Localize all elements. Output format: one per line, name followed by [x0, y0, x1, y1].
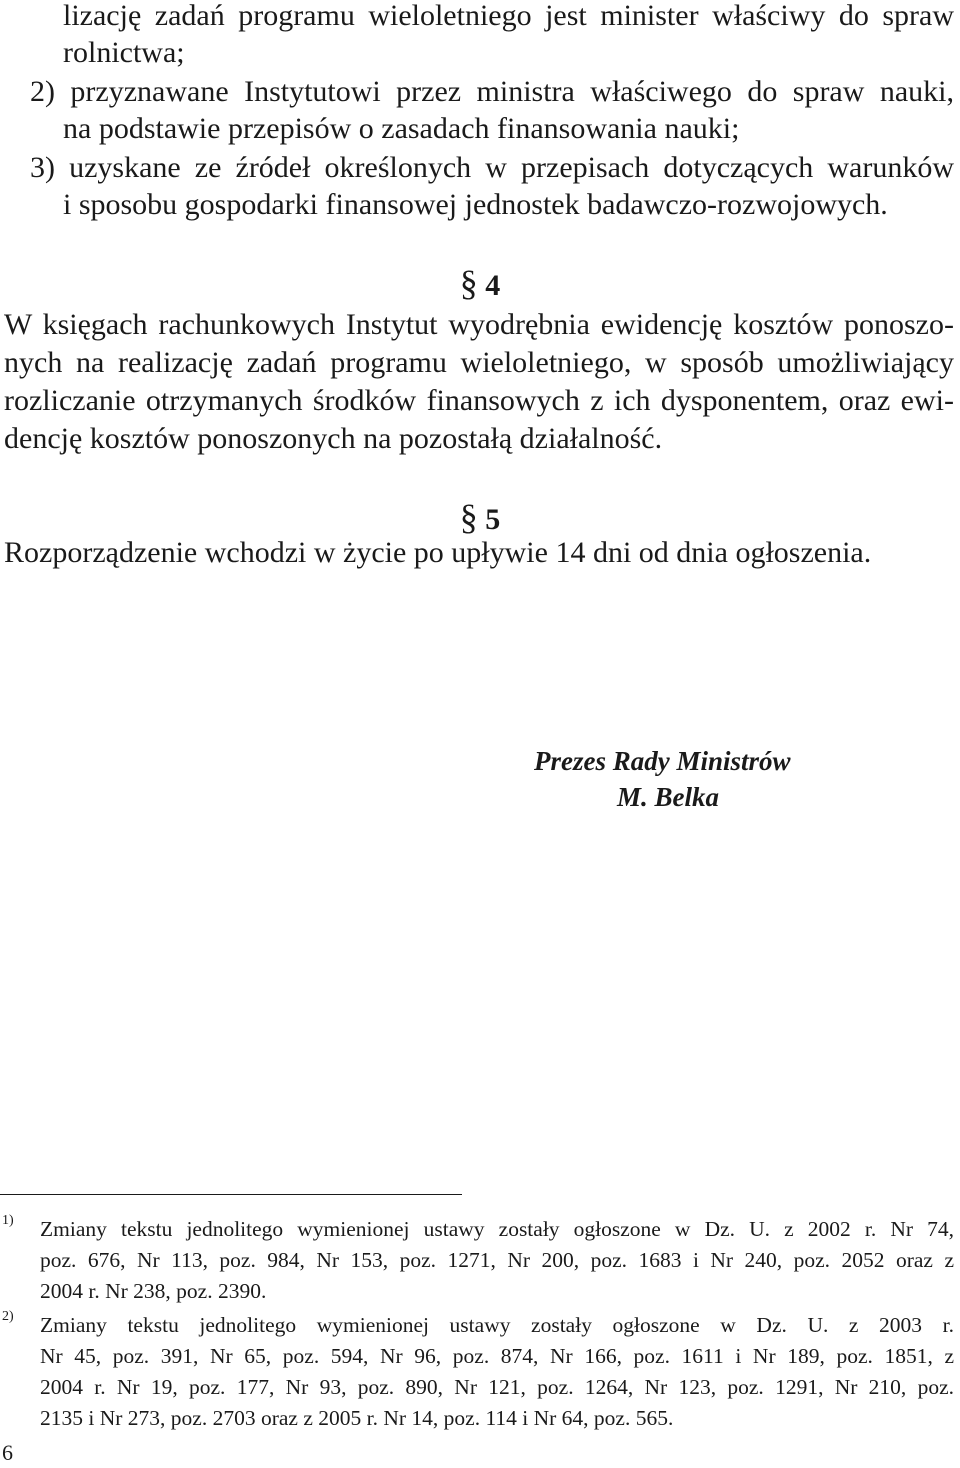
- footnote-marker: 2): [2, 1309, 14, 1324]
- footnote-line: Zmiany tekstu jednolitego wymienionej ustawy zostały ogłoszone w Dz. U. z 2003 r.: [40, 1313, 954, 1337]
- section-4-heading: [0, 262, 960, 304]
- section-number: 4: [485, 269, 501, 302]
- list-item-2: 2) przyznawane Instytutowi przez ministra właściwego do spraw nauki,: [30, 75, 954, 108]
- footnote-line: Zmiany tekstu jednolitego wymienionej ustawy zostały ogłoszone w Dz. U. z 2002 r. Nr 74,: [40, 1217, 954, 1241]
- section-number: 5: [485, 503, 501, 536]
- section-symbol: §: [459, 263, 478, 303]
- paragraph-line: nych na realizację zadań programu wieloletniego, w sposób umożliwiający: [4, 346, 954, 379]
- paragraph-line: Rozporządzenie wchodzi w życie po upływie 14 dni od dnia ogłoszenia.: [4, 536, 872, 569]
- paragraph-line: W księgach rachunkowych Instytut wyodrębnia ewidencję kosztów ponoszo-: [4, 308, 954, 341]
- text-line: rolnictwa;: [63, 36, 185, 69]
- list-item-3: 3) uzyskane ze źródeł określonych w przepisach dotyczących warunków: [30, 151, 954, 184]
- footnote-line: poz. 676, Nr 113, poz. 984, Nr 153, poz. 1271, Nr 200, poz. 1683 i Nr 240, poz. 2052 oraz z: [40, 1248, 954, 1272]
- footnote-line: 2004 r. Nr 238, poz. 2390.: [40, 1279, 267, 1303]
- section-5-heading: [0, 496, 960, 538]
- paragraph-line: dencję kosztów ponoszonych na pozostałą działalność.: [4, 422, 663, 455]
- footnote-line: 2135 i Nr 273, poz. 2703 oraz z 2005 r. Nr 14, poz. 114 i Nr 64, poz. 565.: [40, 1406, 674, 1430]
- footnote-line: 2004 r. Nr 19, poz. 177, Nr 93, poz. 890, Nr 121, poz. 1264, Nr 123, poz. 1291, Nr 210, poz.: [40, 1375, 954, 1399]
- footnote-line: Nr 45, poz. 391, Nr 65, poz. 594, Nr 96, poz. 874, Nr 166, poz. 1611 i Nr 189, poz. 1851, z: [40, 1344, 954, 1368]
- signature-title: Prezes Rady Ministrów: [534, 746, 791, 776]
- footnote-divider: [0, 1194, 462, 1195]
- list-item-3-cont: i sposobu gospodarki finansowej jednostek badawczo-rozwojowych.: [63, 188, 888, 221]
- footnote-marker: 1): [2, 1213, 14, 1228]
- paragraph-line: rozliczanie otrzymanych środków finansowych z ich dysponentem, oraz ewi-: [4, 384, 954, 417]
- page-number: 6: [2, 1440, 13, 1465]
- text-line: lizację zadań programu wieloletniego jest minister właściwy do spraw: [63, 0, 954, 32]
- list-item-2-cont: na podstawie przepisów o zasadach finansowania nauki;: [63, 112, 740, 145]
- section-symbol: §: [459, 497, 478, 537]
- signature-name: M. Belka: [617, 782, 720, 812]
